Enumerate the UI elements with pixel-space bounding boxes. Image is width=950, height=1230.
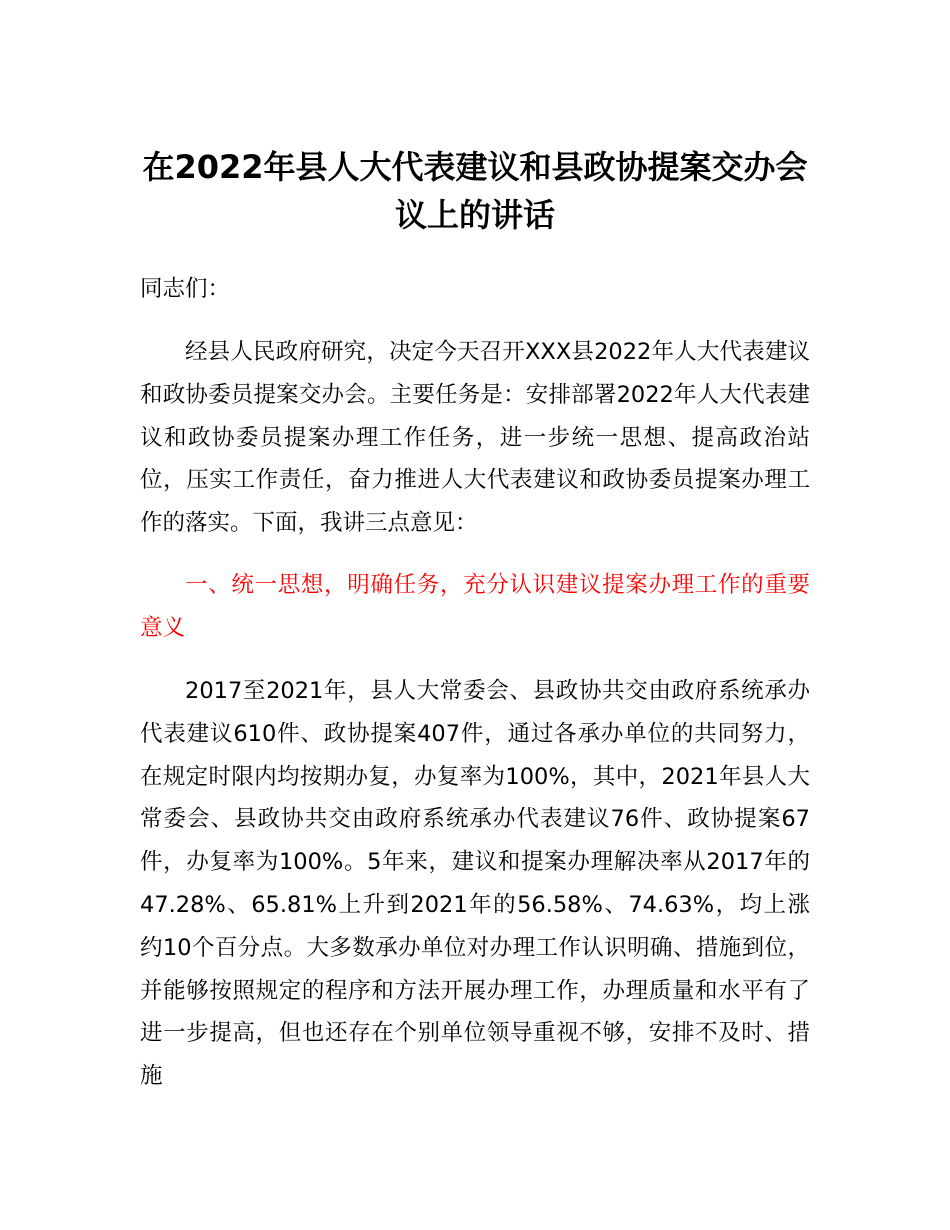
section-heading-1: 一、统一思想，明确任务，充分认识建议提案办理工作的重要意义 — [140, 572, 810, 641]
document-title: 在2022年县人大代表建议和县政协提案交办会议上的讲话 — [142, 148, 808, 234]
paragraph-intro: 经县人民政府研究，决定今天召开XXX县2022年人大代表建议和政协委员提案交办会。主要任务是：安排部署2022年人大代表建议和政协委员提案办理工作任务，进一步统一思想、提高政治站位，压实工作责任，奋力推进人大代表建议和政协委员提案办理工作的落实。下面，我讲三点意见： — [140, 339, 810, 537]
paragraph-statistics: 2017至2021年，县人大常委会、县政协共交由政府系统承办代表建议610件、政协提案407件，通过各承办单位的共同努力，在规定时限内均按期办复，办复率为100%，其中，2021年县人大常委会、县政协共交由政府系统承办代表建议76件、政协提案67件，办复率为100%。5年来，建议和提案办理解决率从2017年的47.28%、65.81%上升到2021年的56.58%、74.63%，均上涨约10个百分点。大多数承办单位对办理工作认识明确、措施到位，并能够按照规定的程序和方法开展办理工作，办理质量和水平有了进一步提高，但也还存在个别单位领导重视不够，安排不及时、措施 — [140, 678, 810, 1090]
salutation: 同志们： — [140, 276, 231, 302]
